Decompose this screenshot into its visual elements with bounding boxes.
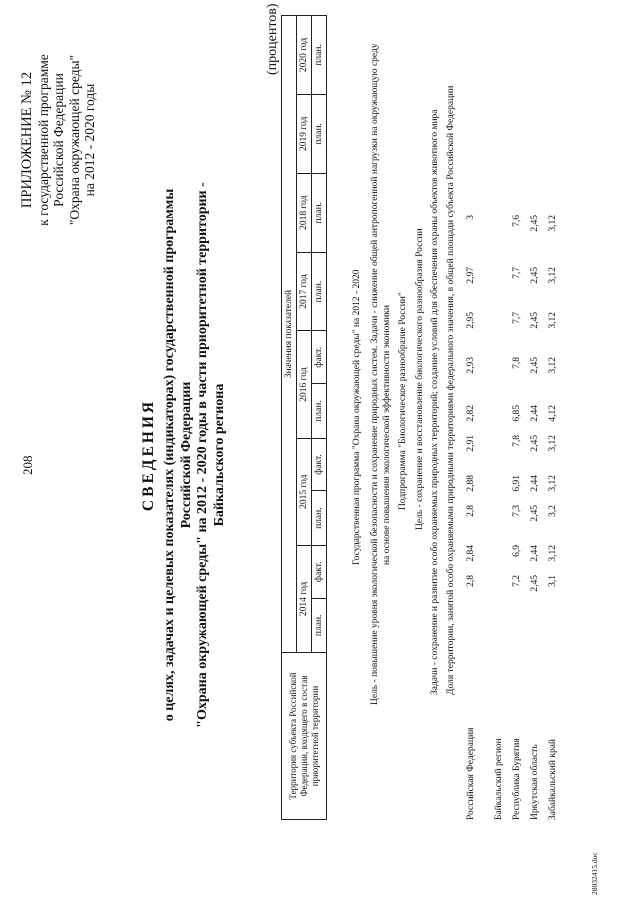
- value-cell: 7,6: [512, 215, 522, 227]
- value-cell: 3,1: [548, 575, 558, 587]
- subgoal-line: Цель - сохранение и восстановление биологического разнообразия России: [415, 228, 425, 530]
- fact-header: факт.: [312, 438, 327, 491]
- indicator-line: Доля территории, занятой особо охраняемыми природными территориями федерального значения, в общей площади субъекта Российской Федерации: [446, 85, 456, 695]
- value-cell: 6,91: [512, 475, 522, 492]
- appendix-title: ПРИЛОЖЕНИЕ № 12: [19, 71, 35, 209]
- subtitle-line: о целях, задачах и целевых показателях (индикаторах) государственной программы Российской Федерации: [162, 188, 194, 722]
- value-cell: 2,45: [530, 575, 540, 592]
- subtitle-line: Байкальского региона: [211, 383, 227, 527]
- appendix-line: на 2012 - 2020 годы: [82, 83, 97, 197]
- value-cell: 3,12: [548, 435, 558, 452]
- value-cell: 2,45: [530, 312, 540, 329]
- title-block: [140, 155, 228, 755]
- value-cell: 2,45: [530, 267, 540, 284]
- year-header: 2017 год: [297, 252, 312, 331]
- value-cell: 2,45: [530, 435, 540, 452]
- row-label: Иркутская область: [530, 744, 540, 820]
- value-cell: 2,45: [530, 215, 540, 232]
- value-cell: 2,88: [466, 475, 476, 492]
- footer-filename: 28032415.doc: [590, 852, 599, 895]
- year-header: 2020 год: [297, 16, 312, 95]
- value-cell: 2,84: [466, 545, 476, 562]
- fact-header: факт.: [312, 331, 327, 384]
- value-cell: 2,45: [530, 357, 540, 374]
- tasks-line: Задачи - сохранение и развитие особо охраняемых природных территорий; создание условий для обеспечения охраны объектов животного мира: [430, 109, 440, 695]
- value-cell: 2,44: [530, 405, 540, 422]
- appendix-line: "Охрана окружающей среды": [66, 54, 82, 226]
- region-column-header: Территория субъекта Российской Федерации, входящего в состав приоритетной территории: [282, 653, 327, 820]
- plan-header: план.: [312, 173, 327, 252]
- appendix-line: к государственной программе: [35, 54, 51, 226]
- value-cell: 3,12: [548, 475, 558, 492]
- value-cell: 7,2: [512, 575, 522, 587]
- year-header: 2019 год: [297, 94, 312, 173]
- goal-line-continued: на основе повышения экологической эффективности экономики: [382, 305, 392, 565]
- plan-header: план.: [312, 598, 327, 652]
- document-title: СВЕДЕНИЯ: [140, 398, 157, 512]
- row-label: Забайкальский край: [548, 739, 558, 820]
- value-cell: 7,8: [512, 357, 522, 369]
- value-cell: 7,3: [512, 505, 522, 517]
- year-header: 2014 год: [297, 545, 312, 652]
- value-cell: 2,44: [530, 545, 540, 562]
- value-cell: 7,8: [512, 435, 522, 447]
- value-cell: 2,45: [530, 505, 540, 522]
- value-cell: 7,7: [512, 312, 522, 324]
- units-label: (процентов): [265, 3, 280, 75]
- value-cell: 3,12: [548, 545, 558, 562]
- value-cell: 3,2: [548, 505, 558, 517]
- value-cell: 3,12: [548, 312, 558, 329]
- goal-line: Цель - повышение уровня экологической безопасности и сохранение природных систем. Задачи - снижение общей антропогенной нагрузки на окружающую среду: [370, 43, 380, 705]
- value-cell: 3: [466, 215, 476, 220]
- value-cell: 6,9: [512, 545, 522, 557]
- indicator-table: [281, 15, 327, 820]
- page-number: 208: [20, 455, 35, 475]
- value-cell: 2,97: [466, 267, 476, 284]
- appendix-header: [20, 15, 98, 265]
- value-cell: 3,12: [548, 357, 558, 374]
- value-cell: 2,44: [530, 475, 540, 492]
- row-label: Российская Федерация: [466, 727, 476, 820]
- year-header: 2018 год: [297, 173, 312, 252]
- document-subtitle: [162, 155, 228, 755]
- value-cell: 2,95: [466, 312, 476, 329]
- value-cell: 4,12: [548, 405, 558, 422]
- program-line: Государственная программа "Охрана окружающей среды" на 2012 - 2020: [352, 269, 362, 565]
- value-cell: 2,8: [466, 575, 476, 587]
- plan-header: план.: [312, 491, 327, 545]
- fact-header: факт.: [312, 545, 327, 598]
- plan-header: план.: [312, 252, 327, 331]
- values-group-header: Значения показателей: [282, 16, 297, 653]
- value-cell: 7,7: [512, 267, 522, 279]
- value-cell: 2,91: [466, 435, 476, 452]
- value-cell: 2,82: [466, 405, 476, 422]
- value-cell: 6,85: [512, 405, 522, 422]
- plan-header: план.: [312, 16, 327, 95]
- appendix-line: Российской Федерации: [51, 73, 66, 207]
- value-cell: 2,93: [466, 357, 476, 374]
- year-header: 2015 год: [297, 438, 312, 545]
- value-cell: 3,12: [548, 215, 558, 232]
- year-header: 2016 год: [297, 331, 312, 438]
- value-cell: 2,8: [466, 505, 476, 517]
- subprogram-line: Подпрограмма "Биологическое разнообразие России": [398, 292, 408, 510]
- subtitle-line: "Охрана окружающей среды" на 2012 - 2020 годы в части приоритетной территории -: [195, 182, 210, 728]
- plan-header: план.: [312, 384, 327, 438]
- value-cell: 3,12: [548, 267, 558, 284]
- row-label: Республика Бурятия: [512, 738, 522, 820]
- plan-header: план.: [312, 94, 327, 173]
- row-label: Байкальский регион: [494, 738, 504, 820]
